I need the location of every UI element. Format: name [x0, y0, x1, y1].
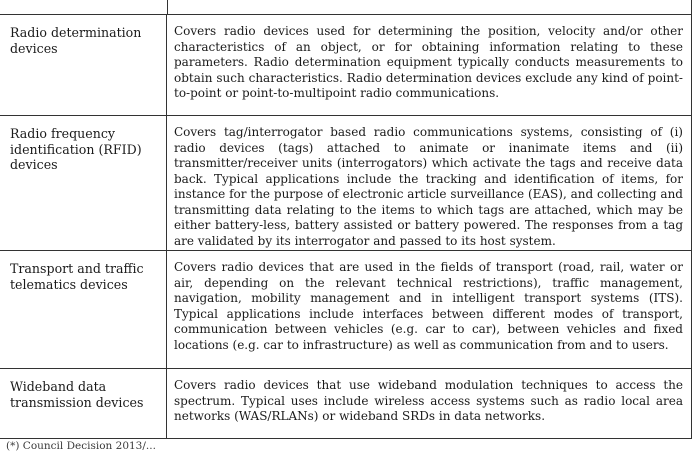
- definition-text: Covers radio devices that use wideband modulation techniques to access the spectrum. Typical uses include wireless access systems such as radio local area networks (WAS/RLANs) or wideband SRDs in data networks.: [174, 378, 683, 423]
- term-cell: [0, 369, 167, 438]
- term-cell: [0, 116, 167, 250]
- definition-text: Covers tag/interrogator based radio communications systems, consisting of (i) radio devices (tags) attached to animate or inanimate items and (ii) transmitter/receiver units (interrogators) which activate the tags and receive data back. Typical applications include the tracking and identification of items, for instance for the purpose of electronic article surveillance (EAS), and collecting and transmitting data relating to the items to which tags are attached, which may be either battery-less, battery assisted or battery powered. The responses from a tag are validated by its interrogator and passed to its host system.: [174, 125, 683, 248]
- table-row: [0, 115, 691, 250]
- table-row: [0, 250, 691, 368]
- table-row: [0, 368, 691, 439]
- definition-cell: [168, 15, 691, 111]
- definition-cell: [168, 251, 691, 362]
- definition-text: Covers radio devices used for determining the position, velocity and/or other characteristics of an object, or for obtaining information relating to these parameters. Radio determination equipment typically conducts measurements to obtain such characteristics. Radio determination devices exclude any kind of point-to-point or point-to-multipoint radio communications.: [174, 24, 683, 100]
- term-text: Wideband data transmission devices: [10, 379, 144, 410]
- table-top-continuation: [0, 0, 691, 14]
- term-text: Radio determination devices: [10, 25, 142, 56]
- table-row: [0, 14, 691, 115]
- definition-cell: [168, 369, 691, 434]
- term-cell: [0, 15, 167, 115]
- column-divider: [167, 0, 168, 14]
- term-text: Transport and traffic telematics devices: [10, 261, 144, 292]
- term-text: Radio frequency identification (RFID) devices: [10, 126, 142, 172]
- footnote: (*) Council Decision 2013/...: [6, 440, 156, 452]
- term-cell: [0, 251, 167, 368]
- definition-text: Covers radio devices that are used in the fields of transport (road, rail, water or air, depending on the relevant technical restrictions), traffic management, navigation, mobility management and in intelligent transport systems (ITS). Typical applications include interfaces between different modes of transport, communication between vehicles (e.g. car to car), between vehicles and fixed locations (e.g. car to infrastructure) as well as communication from and to users.: [174, 260, 683, 352]
- definition-cell: [168, 116, 691, 258]
